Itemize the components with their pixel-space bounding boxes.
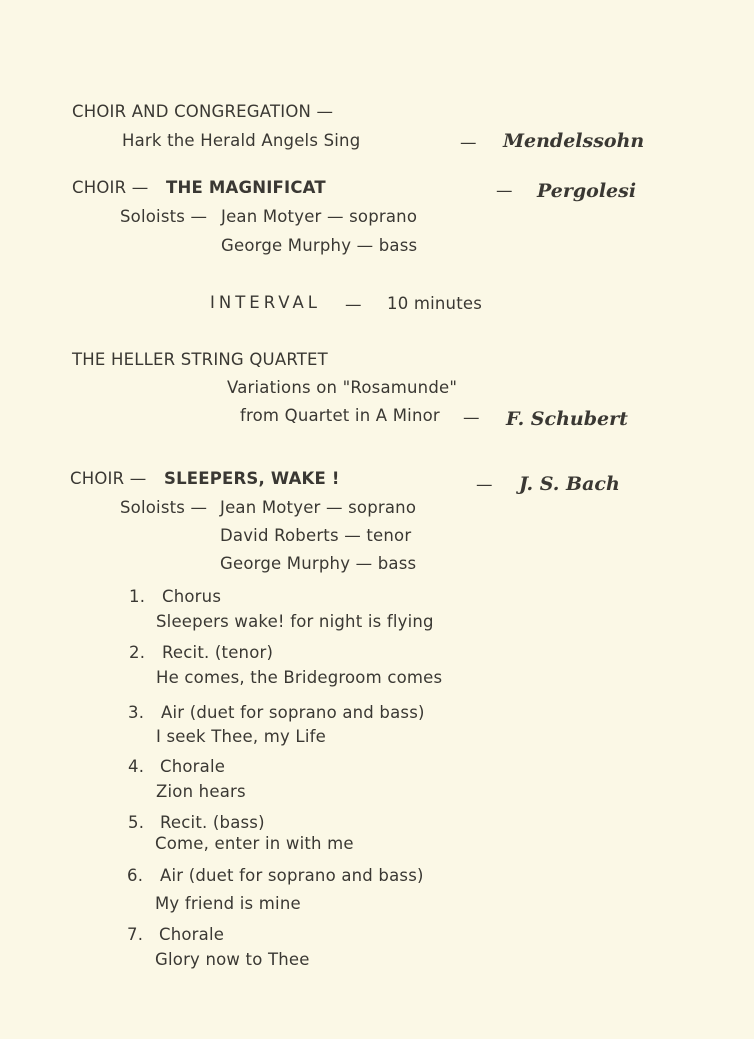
movement-number: 1. (129, 587, 146, 606)
interval-label: INTERVAL (210, 293, 321, 312)
movement-text: Zion hears (156, 782, 246, 801)
movement-text: My friend is mine (155, 894, 301, 913)
quartet-piece-line: from Quartet in A Minor (240, 406, 440, 425)
movement-number: 3. (128, 703, 145, 722)
composer-mendelssohn: Mendelssohn (503, 130, 645, 152)
composer-bach: J. S. Bach (519, 473, 620, 495)
composer-schubert: F. Schubert (506, 408, 628, 430)
magnificat-label: CHOIR — (72, 178, 149, 197)
movement-type: Recit. (tenor) (162, 643, 274, 662)
movement-text: Glory now to Thee (155, 950, 310, 969)
sleepers-label: CHOIR — (70, 469, 147, 488)
movement-type: Recit. (bass) (160, 813, 265, 832)
movement-number: 4. (128, 757, 145, 776)
soloists-label: Soloists — (120, 498, 208, 517)
movement-text: He comes, the Bridegroom comes (156, 668, 443, 687)
choir-congregation-heading: CHOIR AND CONGREGATION — (72, 102, 334, 121)
composer-dash: — (460, 133, 477, 152)
movement-number: 7. (127, 925, 144, 944)
movement-number: 2. (129, 643, 146, 662)
sleepers-title: SLEEPERS, WAKE ! (164, 469, 340, 488)
movement-type: Chorale (159, 925, 225, 944)
movement-text: Sleepers wake! for night is flying (156, 612, 434, 631)
movement-number: 6. (127, 866, 144, 885)
soloist-line: George Murphy — bass (220, 554, 417, 573)
quartet-piece-line: Variations on "Rosamunde" (227, 378, 458, 397)
hark-herald-piece: Hark the Herald Angels Sing (122, 131, 361, 150)
composer-dash: — (476, 475, 493, 494)
soloist-line: Jean Motyer — soprano (221, 207, 418, 226)
movement-text: I seek Thee, my Life (156, 727, 326, 746)
composer-pergolesi: Pergolesi (537, 180, 637, 202)
quartet-heading: THE HELLER STRING QUARTET (72, 350, 328, 369)
composer-dash: — (496, 181, 513, 200)
movement-type: Chorus (162, 587, 222, 606)
interval-duration: 10 minutes (387, 294, 483, 313)
soloist-line: George Murphy — bass (221, 236, 418, 255)
composer-dash: — (463, 408, 480, 427)
movement-type: Chorale (160, 757, 226, 776)
movement-type: Air (duet for soprano and bass) (161, 703, 425, 722)
interval-dash: — (345, 295, 362, 314)
magnificat-title: THE MAGNIFICAT (166, 178, 326, 197)
movement-type: Air (duet for soprano and bass) (160, 866, 424, 885)
soloists-label: Soloists — (120, 207, 208, 226)
movement-number: 5. (128, 813, 145, 832)
soloist-line: Jean Motyer — soprano (220, 498, 417, 517)
movement-text: Come, enter in with me (155, 834, 354, 853)
soloist-line: David Roberts — tenor (220, 526, 412, 545)
